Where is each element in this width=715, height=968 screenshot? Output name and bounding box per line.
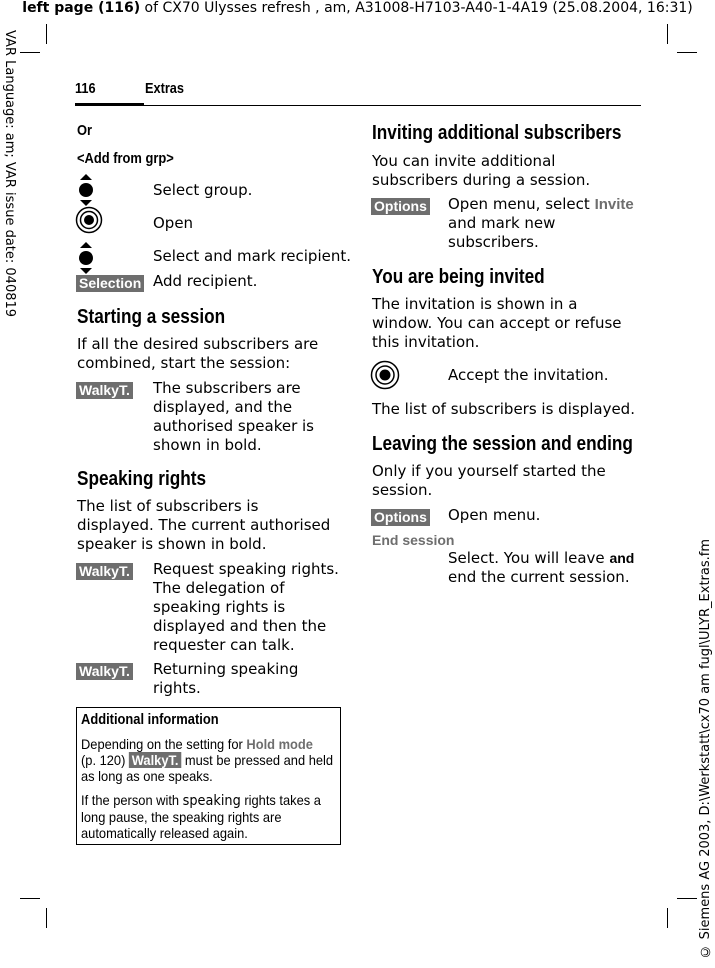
invite-desc: Open menu, select Invite and mark new subscribers.: [448, 195, 634, 251]
accept-invitation-text: Accept the invitation.: [448, 366, 609, 384]
heading-starting-session: Starting a session: [77, 306, 226, 328]
leaving-text: Only if you yourself started the session.: [372, 462, 606, 499]
options-softkey: Options: [371, 196, 430, 215]
open-text: Open: [153, 214, 194, 232]
heading-speaking-rights: Speaking rights: [77, 468, 207, 490]
info-paragraph-1: Depending on the setting for Hold mode (p. 120) WalkyT. must be pressed and held as long as one speaks.: [81, 736, 334, 784]
walkyt-softkey: WalkyT.: [76, 661, 133, 680]
invite-keyword: Invite: [594, 196, 634, 213]
header-rest: of CX70 Ulysses refresh , am, A31008-H7103-A40-1-4A19 (25.08.2004, 16:31): [140, 0, 693, 16]
open-menu-text: Open menu.: [448, 506, 541, 524]
heading-inviting: Inviting additional subscribers: [372, 122, 622, 144]
options-softkey: Options: [371, 507, 430, 526]
info-title: Additional information: [81, 711, 219, 728]
inviting-text: You can invite additional subscribers during a session.: [372, 152, 591, 189]
document-header: [0, 0, 715, 16]
nav-key-updown-icon: [77, 174, 95, 206]
page-number: 116: [75, 80, 96, 97]
walkyt-softkey: WalkyT.: [76, 380, 133, 399]
margin-right-text: © Siemens AG 2003, D:\Werkstatt\cx70 am fugl\ULYR_Extras.fm: [698, 538, 713, 958]
center-key-icon: [75, 206, 103, 234]
nav-key-updown-icon: [77, 242, 95, 274]
info-paragraph-2: If the person with speaking rights takes a long pause, the speaking rights are automatically released again.: [81, 792, 321, 841]
select-group-text: Select group.: [153, 181, 253, 199]
selection-softkey: Selection: [76, 273, 144, 292]
starting-session-text: If all the desired subscribers are combined, start the session:: [77, 335, 319, 372]
walkyt-desc-return: Returning speaking rights.: [153, 660, 299, 697]
walkyt-desc-subscribers: The subscribers are displayed, and the authorised speaker is shown in bold.: [153, 379, 314, 454]
header-prefix: left page (116): [22, 0, 141, 16]
section-title: Extras: [145, 80, 184, 97]
additional-info-box: [76, 707, 341, 845]
margin-left-text: VAR Language: am; VAR issue date: 040819: [2, 30, 17, 318]
or-label: Or: [77, 122, 93, 139]
add-recipient-text: Add recipient.: [153, 272, 258, 290]
add-from-grp-label: <Add from grp>: [77, 150, 174, 167]
speaking-rights-text: The list of subscribers is displayed. The current authorised speaker is shown in bold.: [77, 497, 331, 553]
heading-leaving: Leaving the session and ending: [372, 433, 633, 455]
select-mark-text: Select and mark recipient.: [153, 247, 352, 265]
end-session-desc: Select. You will leave and end the current session.: [448, 549, 635, 586]
walkyt-softkey: WalkyT.: [76, 561, 133, 580]
list-displayed-text: The list of subscribers is displayed.: [372, 400, 635, 418]
hold-mode-keyword: Hold mode: [246, 736, 313, 752]
walkyt-desc-request: Request speaking rights. The delegation of speaking rights is displayed and then the requester can talk.: [153, 560, 339, 654]
heading-being-invited: You are being invited: [372, 266, 545, 288]
header-rule-accent: [75, 103, 144, 106]
center-key-icon: [370, 360, 400, 390]
header-rule: [75, 105, 641, 106]
end-session-label: End session: [372, 532, 455, 548]
being-invited-text: The invitation is shown in a window. You can accept or refuse this invitation.: [372, 295, 622, 351]
walkyt-inline-key: WalkyT.: [129, 752, 181, 768]
